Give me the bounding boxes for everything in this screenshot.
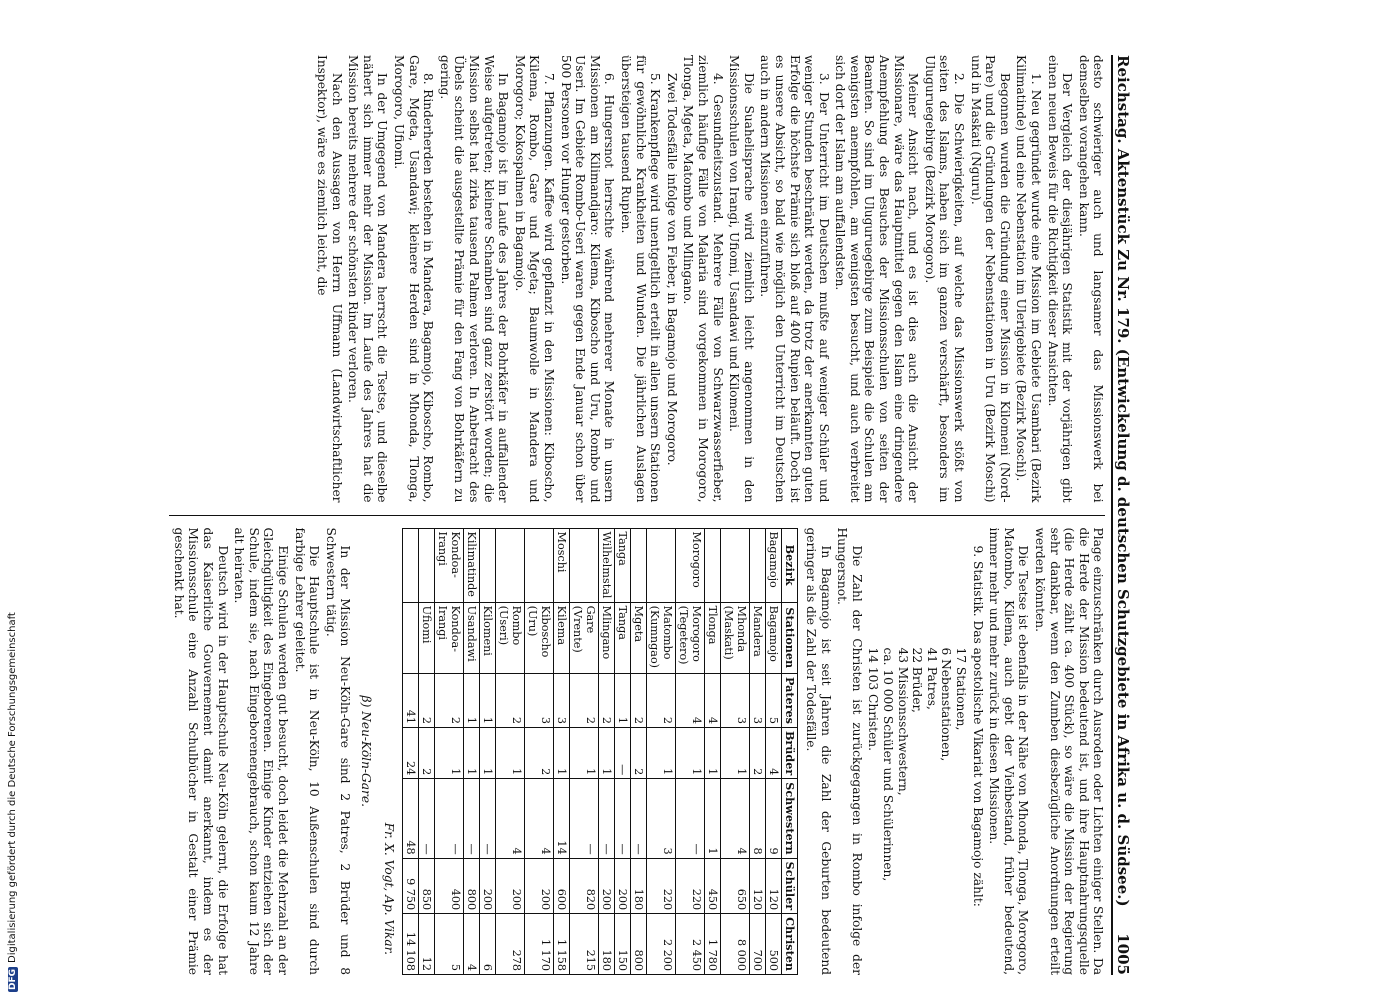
table-cell: 9 bbox=[765, 779, 781, 858]
table-cell: 200 bbox=[598, 858, 614, 913]
paragraph: Begonnen wurden die Gründung einer Mission in Kilomeni (Nord-Pare) und die Gründungen der Nebenstationen in Uru (Bezirk Moschi) und in Maskati (Nguru). bbox=[968, 55, 1012, 503]
table-row bbox=[630, 528, 646, 975]
table-cell: 6 bbox=[479, 914, 495, 975]
paragraph: Die Suahelisprache wird ziemlich leicht angenommen in den Missionsschulen von Irangi, Ufiomi, Usandawi und Kilomeni. bbox=[727, 55, 756, 503]
total-cell bbox=[402, 602, 418, 673]
paragraph: desto schwieriger auch und langsamer das Missionswerk bei demselben vorangehen kann. bbox=[1076, 55, 1106, 503]
table-cell: 1 bbox=[646, 727, 675, 778]
paragraph: Zwei Todesfälle infolge von Fieber, in Bagamojo und Morogoro. bbox=[664, 73, 679, 466]
table-cell bbox=[569, 528, 598, 602]
totals-row bbox=[402, 528, 418, 975]
stat-line: ca. 10 000 Schüler und Schülerinnen, bbox=[881, 647, 896, 882]
stat-line: 22 Brüder, bbox=[910, 647, 925, 713]
table-cell: 3 bbox=[749, 673, 765, 727]
paragraph: Der Vergleich der diesjährigen Statistik mit der vorjährigen gibt einen neuen Beweis für die Richtigkeit dieser Ansichten. bbox=[1045, 55, 1075, 503]
table-cell: 1 780 bbox=[704, 914, 720, 975]
total-cell: 9 750 bbox=[402, 858, 418, 913]
paragraph: 3. Der Unterricht im Deutschen mußte auf weniger Schüler und weniger Stunden beschränkt werden, da trotz der anerkannten guten Erfolge die höchste Prämie sich bloß auf 400 Rupien beläuft. Doch ist es unsere Absicht, so bald wie möglich den Unterricht im Deutschen auch in andern Missionen einzuführen. bbox=[758, 55, 831, 503]
two-columns bbox=[169, 55, 1105, 975]
table-cell: — bbox=[675, 779, 704, 858]
table-cell: — bbox=[463, 779, 479, 858]
rotated-page bbox=[95, 55, 1130, 975]
paragraph: In Bagamojo ist seit Jahren die Zahl der Geburten bedeutend geringer als die Zahl der Todesfälle. bbox=[804, 527, 833, 975]
table-cell: 4 bbox=[675, 673, 704, 727]
paragraph: 6. Hungersnot herrschte während mehrerer Monate in unsern Missionen am Kilimandjaro: Kilema, Kiboscho und Uru, Rombo und Useri. Im Gebiete Rombo-Useri waren gegen Ende Januar schon über 500 Personen vor Hunger gestorben. bbox=[558, 55, 617, 503]
table-cell: 850 bbox=[418, 858, 434, 913]
table-cell: 180 bbox=[598, 914, 614, 975]
table-cell: Tanga bbox=[614, 528, 630, 602]
table-cell: Kondoa-Irangi bbox=[434, 528, 463, 602]
total-cell: 41 bbox=[402, 673, 418, 727]
table-cell: Morogoro bbox=[675, 528, 704, 602]
table-cell: 1 bbox=[553, 727, 569, 778]
table-cell: Bagamojo bbox=[765, 528, 781, 602]
page-number: 1005 bbox=[1114, 933, 1132, 975]
table-row bbox=[614, 528, 630, 975]
table-row bbox=[524, 528, 553, 975]
table-cell bbox=[646, 528, 675, 602]
table-cell: 1 bbox=[598, 727, 614, 778]
dfg-logo: DFG bbox=[8, 968, 18, 990]
table-cell: 4 bbox=[704, 673, 720, 727]
table-cell: 215 bbox=[569, 914, 598, 975]
table-cell bbox=[495, 528, 524, 602]
table-cell: 200 bbox=[495, 858, 524, 913]
table-cell: 1 bbox=[675, 727, 704, 778]
table-cell: 1 bbox=[704, 727, 720, 778]
table-cell: — bbox=[418, 779, 434, 858]
stat-line: 41 Patres, bbox=[924, 647, 939, 710]
paragraph: 5. Krankenpflege wird unentgeltlich erteilt in allen unsern Stationen für gewöhnliche Krankheiten und Wunden. Die jährlichen Auslagen übersteigen tausend Rupien. bbox=[619, 55, 663, 503]
table-row bbox=[569, 528, 598, 975]
table-cell: 2 bbox=[630, 673, 646, 727]
column-header: Schwestern bbox=[781, 779, 797, 858]
table-cell: 1 bbox=[569, 727, 598, 778]
paragraph: In der Umgegend von Mandera herrscht die Tsetse, und dieselbe nähert sich immer mehr der Mission. Im Laufe des Jahres hat die Mission bereits mehrere der schönsten Rinder verloren. bbox=[346, 55, 390, 503]
table-cell: 450 bbox=[704, 858, 720, 913]
column-header: Bezirk bbox=[781, 528, 797, 602]
paragraph: 8. Rinderherden bestehen in Mandera, Bagamojo, Kiboscho, Rombo, Gare, Mgeta, Usandawi; kleinere Herden sind in Mhonda, Tlonga, Morogoro, Ufiomi. bbox=[392, 55, 436, 503]
stat-line: 17 Stationen, bbox=[954, 647, 969, 731]
table-row bbox=[704, 528, 720, 975]
table-cell: Mgeta bbox=[630, 602, 646, 673]
table-cell: 2 bbox=[749, 727, 765, 778]
table-cell bbox=[749, 528, 765, 602]
table-row bbox=[749, 528, 765, 975]
table-cell: Usandawi bbox=[463, 602, 479, 673]
table-cell bbox=[418, 528, 434, 602]
stat-line: 6 Nebenstationen, bbox=[939, 647, 954, 762]
table-cell: Kilimatinde bbox=[463, 528, 479, 602]
table-cell: Mandera bbox=[749, 602, 765, 673]
table-cell: 2 450 bbox=[675, 914, 704, 975]
table-cell: 1 bbox=[479, 727, 495, 778]
total-cell: 24 bbox=[402, 727, 418, 778]
paragraph: Meiner Ansicht nach, und es ist dies auch die Ansicht der Missionare, wäre das Hauptmittel gegen den Islam eine dringendere Anempfehlung des Besuches der Missionsschulen von seiten der Beamten. So sind im Uluguruegebirge zum Beispiele die Schulen am wenigsten anempfohlen, am wenigsten besucht, und auch verbreitet sich dort der Islam am auffallendsten. bbox=[833, 55, 921, 503]
table-cell bbox=[630, 528, 646, 602]
paragraph: Die Hauptschule ist in Neu-Köln, 10 Außenschulen sind durch farbige Lehrer geleitet. bbox=[292, 527, 322, 975]
table-cell: Tlonga bbox=[704, 602, 720, 673]
table-cell: — bbox=[614, 779, 630, 858]
paragraph: Deutsch wird in der Hauptschule Neu-Köln gelernt, die Erfolge hat das Kaiserliche Gouvernement damit anerkannt, indem es der Missionsschule eine Anzahl Schulbücher in Gestalt einer Prämie geschenkt hat. bbox=[171, 527, 230, 975]
table-cell: 1 bbox=[495, 727, 524, 778]
table-cell: 700 bbox=[749, 914, 765, 975]
paragraph: 2. Die Schwierigkeiten, auf welche das Missionswerk stößt von seiten des Islams, haben sich im ganzen verschärft, besonders im Uluguruegebirge (Bezirk Morogoro). bbox=[922, 55, 967, 503]
table-cell bbox=[720, 528, 749, 602]
table-cell: 4 bbox=[720, 779, 749, 858]
table-cell: 2 bbox=[434, 673, 463, 727]
table-cell: 120 bbox=[749, 858, 765, 913]
table-cell: 2 bbox=[569, 673, 598, 727]
table-cell: Kiboscho (Uru) bbox=[524, 602, 553, 673]
paragraph: 1. Neu gegründet wurde eine Mission im Gebiete Usambari (Bezirk Kilimatinde) und eine Nebenstation im Ulerigebiete (Bezirk Moschi). bbox=[1014, 55, 1044, 503]
section-subheading: β) Neu-Köln-Gare. bbox=[358, 695, 373, 807]
table-cell: 1 158 bbox=[553, 914, 569, 975]
table-cell: 1 bbox=[720, 727, 749, 778]
paragraph: 7. Pflanzungen. Kaffee wird gepflanzt in den Missionen: Kiboscho, Kilema, Rombo, Gare und Mgeta; Baumwolle in Mandera und Morogoro; Kokospalmen in Bagamojo. bbox=[512, 55, 557, 503]
table-cell: — bbox=[630, 779, 646, 858]
table-cell: Kondoa-Irangi bbox=[434, 602, 463, 673]
table-cell: 2 bbox=[524, 727, 553, 778]
table-cell: 1 bbox=[434, 727, 463, 778]
table-cell: 8 bbox=[749, 779, 765, 858]
table-cell: 1 bbox=[463, 673, 479, 727]
table-cell: 3 bbox=[646, 779, 675, 858]
table-cell: 2 bbox=[630, 727, 646, 778]
table-cell: 4 bbox=[495, 779, 524, 858]
table-cell: 150 bbox=[614, 914, 630, 975]
table-cell: 5 bbox=[434, 914, 463, 975]
table-cell: 2 bbox=[598, 673, 614, 727]
table-cell: Mhonda (Maskati) bbox=[720, 602, 749, 673]
table-cell: 600 bbox=[553, 858, 569, 913]
table-cell: 14 bbox=[553, 779, 569, 858]
table-cell: 278 bbox=[495, 914, 524, 975]
table-cell: 1 170 bbox=[524, 914, 553, 975]
table-cell: 180 bbox=[630, 858, 646, 913]
table-cell: 800 bbox=[463, 858, 479, 913]
table-cell: 2 bbox=[418, 727, 434, 778]
table-row bbox=[553, 528, 569, 975]
table-cell: — bbox=[434, 779, 463, 858]
paragraph: Plage einzuschränken durch Ausroden oder Lichten einiger Stellen. Da die Herde der Mission bedeutend ist, und ihre Hauptnahrungsquelle (die Herde zählt ca. 400 Stück), so wäre die Mission der Regierung sehr dankbar, wenn den Zumben diesbezügliche Anordnungen erteilt werden könnten. bbox=[1033, 527, 1106, 975]
table-row bbox=[479, 528, 495, 975]
paragraph: Nach den Aussagen von Herrn Uffmann (Landwirtschaftlicher Inspektor), wäre es ziemlich leicht, die bbox=[315, 55, 344, 503]
statistics-list bbox=[866, 648, 968, 976]
column-header: Pateres bbox=[781, 673, 797, 727]
total-cell bbox=[402, 528, 418, 602]
table-cell: 2 200 bbox=[646, 914, 675, 975]
table-cell: 1 bbox=[614, 673, 630, 727]
table-cell: 200 bbox=[524, 858, 553, 913]
table-cell: Wilhelmstal bbox=[598, 528, 614, 602]
table-cell bbox=[479, 528, 495, 602]
table-cell: 5 bbox=[765, 673, 781, 727]
table-cell: 2 bbox=[418, 673, 434, 727]
table-cell: — bbox=[569, 779, 598, 858]
paragraph: In der Mission Neu-Köln-Gare sind 2 Patres, 2 Brüder und 8 Schwestern tätig. bbox=[323, 527, 353, 975]
table-cell: 3 bbox=[524, 673, 553, 727]
table-cell: Rombo (Useri) bbox=[495, 602, 524, 673]
table-row bbox=[598, 528, 614, 975]
column-header: Christen bbox=[781, 914, 797, 975]
table-cell: — bbox=[614, 727, 630, 778]
table-cell: 200 bbox=[614, 858, 630, 913]
table-header-row bbox=[781, 528, 797, 975]
table-cell: 1 bbox=[479, 673, 495, 727]
table-cell: 1 bbox=[463, 727, 479, 778]
table-cell: Gare (Vrente) bbox=[569, 602, 598, 673]
table-cell: Mlingano bbox=[598, 602, 614, 673]
table-row bbox=[434, 528, 463, 975]
stat-line: 14 103 Christen. bbox=[866, 647, 881, 752]
table-cell: Moschi bbox=[553, 528, 569, 602]
table-cell: 400 bbox=[434, 858, 463, 913]
paragraph: Die Tsetse ist ebenfalls in der Nähe von Mhonda, Tlonga, Morogoro, Matombo, Kilema, auch gebt der Viehbestand, früher bedeutend, immer mehr und mehr zurück in diesen Missionen. bbox=[987, 527, 1031, 975]
table-cell bbox=[704, 528, 720, 602]
table-cell: 800 bbox=[630, 914, 646, 975]
table-cell: Kilomeni bbox=[479, 602, 495, 673]
table-cell: — bbox=[598, 779, 614, 858]
table-cell: Matombo (Kumngao) bbox=[646, 602, 675, 673]
table-cell: 2 bbox=[495, 673, 524, 727]
table-cell: Ufiomi bbox=[418, 602, 434, 673]
table-row bbox=[646, 528, 675, 975]
table-cell: 8 000 bbox=[720, 914, 749, 975]
column-header: Brüder bbox=[781, 727, 797, 778]
paragraph: 9. Statistik. Das apostolische Vikariat von Bagamojo zählt: bbox=[970, 545, 985, 907]
paragraph: Einige Schulen werden gut besucht, doch leidet die Mehrzahl an der Gleichgültigkeit des Eingeborenen. Einige Kinder entziehen sich der Schule, indem sie, nach Eingeborenengebrauch, schon kaum 12 Jahre alt heiraten. bbox=[232, 527, 290, 975]
column-header: Stationen bbox=[781, 602, 797, 673]
right-mid bbox=[804, 528, 864, 976]
table-cell: 820 bbox=[569, 858, 598, 913]
table-row bbox=[463, 528, 479, 975]
right-end bbox=[171, 528, 352, 976]
table-cell: 200 bbox=[479, 858, 495, 913]
mission-table bbox=[402, 528, 798, 976]
table-cell: 12 bbox=[418, 914, 434, 975]
paragraph: 4. Gesundheitszustand. Mehrere Fälle von Schwarzwasserfieber, ziemlich häufige Fälle von Malaria sind vorgekommen in Morogoro, Tlonga, Mgeta, Matombo und Mlingano. bbox=[681, 55, 725, 503]
table-cell bbox=[524, 528, 553, 602]
table-cell: 3 bbox=[553, 673, 569, 727]
table-cell: 2 bbox=[646, 673, 675, 727]
total-cell: 48 bbox=[402, 779, 418, 858]
table-cell: 4 bbox=[524, 779, 553, 858]
scanned-page bbox=[95, 55, 1130, 975]
table-cell: 120 bbox=[765, 858, 781, 913]
stat-line: 43 Missionsschwestern, bbox=[895, 647, 910, 796]
table-cell: 1 bbox=[704, 779, 720, 858]
table-cell: 500 bbox=[765, 914, 781, 975]
header-title: Reichstag. Aktenstück Zu Nr. 179. (Entwickelung d. deutschen Schutzgebiete in Afrika u. d. Südsee.) bbox=[1114, 55, 1132, 907]
table-cell: 4 bbox=[765, 727, 781, 778]
left-column bbox=[169, 55, 1105, 516]
table-row bbox=[675, 528, 704, 975]
right-column bbox=[169, 516, 1105, 976]
table-cell: 4 bbox=[463, 914, 479, 975]
table-row bbox=[418, 528, 434, 975]
paragraph: In Bagamojo ist im Laufe des Jahres der Bohrkäfer in auffallender Weise aufgetreten; kleinere Schamben sind ganz zerstört worden; die Mission selbst hat zirka tausend Palmen verloren. In Anbetracht des Übels scheint die ausgestellte Prämie für den Fang von Bohrkäfern zu gering. bbox=[437, 55, 511, 503]
digitization-credit bbox=[4, 2, 18, 992]
right-intro bbox=[970, 528, 1105, 976]
table-cell: 220 bbox=[675, 858, 704, 913]
table-cell: 3 bbox=[720, 673, 749, 727]
table-row bbox=[765, 528, 781, 975]
paragraph: Die Zahl der Christen ist zurückgegangen in Rombo infolge der Hungersnot. bbox=[835, 527, 864, 975]
table-cell: 650 bbox=[720, 858, 749, 913]
page-header bbox=[1111, 55, 1130, 975]
table-cell: Tanga bbox=[614, 602, 630, 673]
table-cell: Bagamojo bbox=[765, 602, 781, 673]
column-header: Schüler bbox=[781, 858, 797, 913]
credit-text: Digitalisierung gefördert durch die Deutsche Forschungsgemeinschaft bbox=[7, 612, 18, 963]
table-row bbox=[720, 528, 749, 975]
table-cell: 220 bbox=[646, 858, 675, 913]
table-cell: — bbox=[479, 779, 495, 858]
table-row bbox=[495, 528, 524, 975]
table-cell: Kilema bbox=[553, 602, 569, 673]
table-cell: Morogoro (Tegetero) bbox=[675, 602, 704, 673]
total-cell: 14 108 bbox=[402, 914, 418, 975]
signature: Fr. X. Vogt, Ap. Vikar. bbox=[381, 822, 396, 955]
